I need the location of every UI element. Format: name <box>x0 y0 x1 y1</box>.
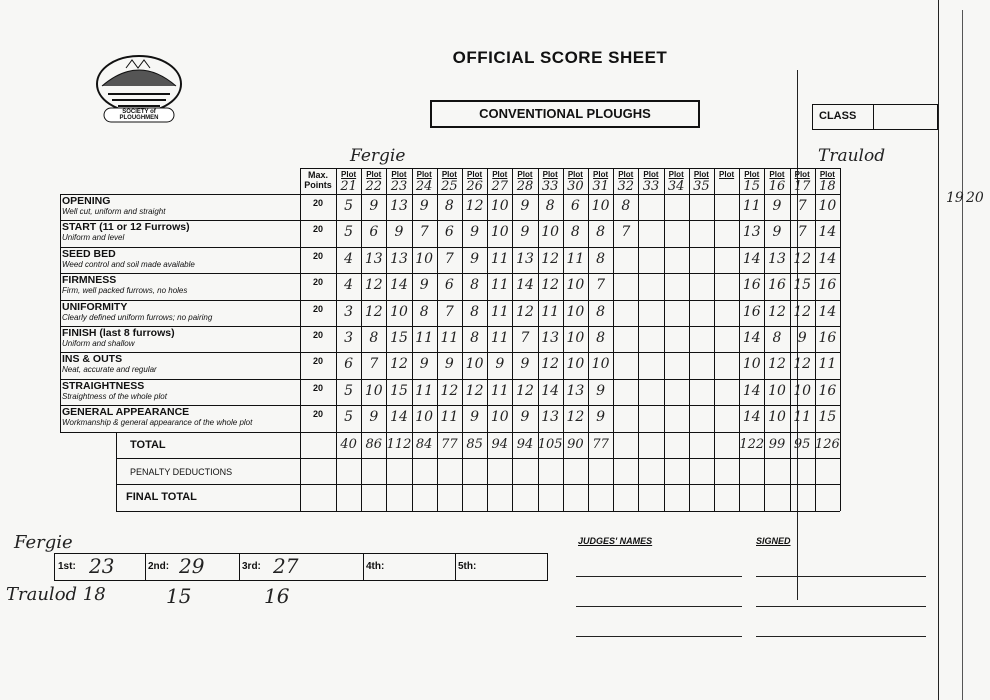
score-cell[interactable]: 9 <box>772 198 782 214</box>
total-cell[interactable]: 126 <box>814 436 840 452</box>
max-points-value: 20 <box>312 198 323 208</box>
score-cell[interactable]: 12 <box>793 356 812 373</box>
score-cell[interactable]: 8 <box>369 330 379 346</box>
class-box <box>812 104 938 130</box>
grid-line <box>60 273 840 274</box>
score-cell[interactable]: 13 <box>768 250 786 267</box>
grid-line <box>60 352 840 353</box>
score-cell[interactable]: 7 <box>621 224 631 241</box>
plot-number: 17 <box>793 179 811 194</box>
sign-line-2 <box>756 606 926 607</box>
total-cell[interactable]: 85 <box>466 436 483 452</box>
score-cell[interactable]: 14 <box>390 277 408 294</box>
score-cell[interactable]: 12 <box>465 382 484 399</box>
score-cell[interactable]: 9 <box>520 224 530 241</box>
score-cell[interactable]: 9 <box>495 356 505 373</box>
max-points-value: 20 <box>312 330 323 340</box>
rank-label: 5th: <box>458 561 477 572</box>
score-cell[interactable]: 4 <box>344 250 354 267</box>
grid-line <box>840 168 841 511</box>
criterion-cell <box>60 405 300 432</box>
criterion-cell <box>60 247 300 274</box>
page-edge-line <box>962 10 963 700</box>
criterion-description: Neat, accurate and regular <box>62 365 157 375</box>
score-cell[interactable]: 5 <box>344 382 354 399</box>
plot-number: 15 <box>743 179 761 194</box>
page-margin-line <box>938 0 939 700</box>
score-cell[interactable]: 7 <box>596 277 606 294</box>
score-cell[interactable]: 8 <box>596 224 606 241</box>
criterion-name: SEED BED <box>62 247 116 260</box>
score-cell[interactable]: 7 <box>797 198 807 214</box>
total-cell[interactable]: 105 <box>537 436 563 452</box>
score-cell[interactable]: 6 <box>444 277 454 294</box>
criterion-cell <box>60 300 300 327</box>
score-cell[interactable]: 14 <box>516 277 534 294</box>
score-cell[interactable]: 12 <box>516 303 534 320</box>
score-cell[interactable]: 14 <box>818 250 837 267</box>
score-cell[interactable]: 9 <box>394 224 404 241</box>
score-cell[interactable]: 11 <box>490 277 509 294</box>
max-points-value: 20 <box>312 250 323 261</box>
score-cell[interactable]: 14 <box>742 382 761 399</box>
score-cell[interactable]: 11 <box>566 250 585 267</box>
criterion-name: STRAIGHTNESS <box>62 379 145 392</box>
score-cell[interactable]: 9 <box>419 277 429 294</box>
score-cell[interactable]: 10 <box>768 382 786 399</box>
plot-header-label: Plot <box>643 170 659 179</box>
max-points-header: Max. Points <box>304 170 332 190</box>
score-cell[interactable]: 14 <box>742 330 761 346</box>
criterion-description: Clearly defined uniform furrows; no pairing <box>62 312 213 322</box>
score-cell[interactable]: 5 <box>344 198 354 214</box>
total-cell[interactable]: 122 <box>739 436 765 452</box>
score-cell[interactable]: 10 <box>541 224 560 241</box>
grid-line <box>60 194 61 432</box>
score-cell[interactable]: 9 <box>419 356 429 373</box>
score-cell[interactable]: 10 <box>793 382 812 399</box>
score-cell[interactable]: 16 <box>742 277 761 294</box>
judge-line-3 <box>576 636 742 637</box>
score-cell[interactable]: 14 <box>541 382 560 399</box>
plot-header-label: Plot <box>366 170 382 179</box>
max-points-value: 20 <box>312 224 323 235</box>
group-label-fergie: Fergie <box>350 146 406 166</box>
judge-line-1 <box>576 576 742 577</box>
max-points-value: 20 <box>312 409 323 420</box>
grid-line <box>60 405 840 406</box>
plot-number: 24 <box>415 179 433 194</box>
score-cell[interactable]: 8 <box>444 198 454 214</box>
score-cell[interactable]: 8 <box>596 303 606 320</box>
rank-cell <box>455 554 545 580</box>
class-value-cell <box>873 105 936 129</box>
rank-value[interactable]: 29 <box>179 554 205 578</box>
criterion-cell <box>60 326 300 353</box>
score-cell[interactable]: 9 <box>520 198 530 214</box>
rank-value[interactable]: 27 <box>273 554 299 578</box>
score-cell[interactable]: 6 <box>444 224 454 241</box>
score-cell[interactable]: 11 <box>415 330 434 346</box>
score-cell[interactable]: 13 <box>541 409 560 426</box>
rank-cell <box>145 554 240 580</box>
score-cell[interactable]: 12 <box>793 303 812 320</box>
plot-number: 23 <box>390 179 408 194</box>
score-cell[interactable]: 14 <box>818 303 837 320</box>
footer-traulod-3: 16 <box>264 584 290 608</box>
score-cell[interactable]: 13 <box>364 250 383 267</box>
plot-header-label: Plot <box>719 170 735 179</box>
score-cell[interactable]: 8 <box>772 330 782 346</box>
score-cell[interactable]: 10 <box>490 224 509 241</box>
score-cell[interactable]: 10 <box>566 277 585 294</box>
rank-label: 4th: <box>366 561 385 572</box>
score-cell[interactable]: 16 <box>818 330 837 346</box>
max-points-value: 20 <box>312 382 323 393</box>
criterion-description: Uniform and shallow <box>62 339 135 348</box>
score-cell[interactable]: 7 <box>419 224 429 241</box>
score-cell[interactable]: 8 <box>470 330 480 346</box>
score-cell[interactable]: 13 <box>541 330 560 346</box>
score-cell[interactable]: 12 <box>516 382 534 399</box>
plot-header-label: Plot <box>416 170 432 179</box>
group-label-traulod: Traulod <box>818 146 886 166</box>
plot-header-label: Plot <box>542 170 558 179</box>
score-cell[interactable]: 9 <box>470 250 480 267</box>
score-cell[interactable]: 8 <box>596 250 606 267</box>
criterion-description: Workmanship & general appearance of the whole plot <box>62 418 253 428</box>
rank-label: 2nd: <box>148 561 170 572</box>
score-cell[interactable]: 7 <box>797 224 807 241</box>
rank-label: 1st: <box>58 561 76 572</box>
score-cell[interactable]: 6 <box>570 198 580 214</box>
rank-cell <box>55 554 146 580</box>
page-title: OFFICIAL SCORE SHEET <box>452 48 668 67</box>
score-cell[interactable]: 10 <box>490 198 509 214</box>
judge-line-2 <box>576 606 742 607</box>
score-cell[interactable]: 13 <box>390 198 408 214</box>
criterion-name: FIRMNESS <box>62 274 117 287</box>
score-cell[interactable]: 10 <box>465 356 484 373</box>
plot-header-label: Plot <box>794 170 810 179</box>
final-total-label: FINAL TOTAL <box>126 491 197 504</box>
score-cell[interactable]: 9 <box>797 330 807 346</box>
grid-line <box>116 511 840 512</box>
criterion-description: Firm, well packed furrows, no holes <box>62 286 188 296</box>
plot-header-label: Plot <box>467 170 483 179</box>
score-cell[interactable]: 5 <box>344 409 354 426</box>
score-cell[interactable]: 13 <box>566 382 585 399</box>
plot-header-label: Plot <box>517 170 533 179</box>
score-cell[interactable]: 10 <box>415 250 434 267</box>
score-cell[interactable]: 16 <box>742 303 761 320</box>
score-cell[interactable]: 11 <box>818 356 837 373</box>
logo-text: SOCIETY of PLOUGHMEN <box>119 109 159 121</box>
score-grid <box>60 168 840 511</box>
score-cell[interactable]: 11 <box>541 303 560 320</box>
score-cell[interactable]: 10 <box>742 356 761 373</box>
grid-line <box>60 194 840 195</box>
score-cell[interactable]: 10 <box>566 356 585 373</box>
score-cell[interactable]: 3 <box>344 303 354 320</box>
score-cell[interactable]: 5 <box>344 224 354 241</box>
criterion-name: GENERAL APPEARANCE <box>62 406 190 419</box>
total-cell[interactable]: 94 <box>491 436 509 452</box>
score-cell[interactable]: 11 <box>742 198 761 214</box>
judges-names-label: JUDGES' NAMES <box>578 536 653 546</box>
score-cell[interactable]: 10 <box>364 382 383 399</box>
criterion-description: Well cut, uniform and straight <box>62 207 166 216</box>
score-cell[interactable]: 14 <box>390 409 408 426</box>
score-cell[interactable]: 12 <box>364 277 383 294</box>
score-cell[interactable]: 6 <box>369 224 379 241</box>
criterion-description: Uniform and level <box>62 233 125 243</box>
class-label: CLASS <box>819 110 857 122</box>
total-cell[interactable]: 77 <box>441 436 458 452</box>
score-cell[interactable]: 12 <box>390 356 408 373</box>
extra-col-19: 19 <box>946 190 964 206</box>
score-cell[interactable]: 8 <box>570 224 580 241</box>
society-logo <box>86 48 192 132</box>
score-cell[interactable]: 7 <box>444 250 454 267</box>
plot-header-label: Plot <box>593 170 609 179</box>
score-cell[interactable]: 16 <box>818 382 837 399</box>
subtitle-box: CONVENTIONAL PLOUGHS <box>430 100 700 128</box>
max-points-value: 20 <box>312 277 323 288</box>
total-cell[interactable]: 99 <box>768 436 786 452</box>
score-cell[interactable]: 9 <box>596 409 606 426</box>
score-cell[interactable]: 9 <box>596 382 606 399</box>
plot-number: 22 <box>365 179 383 194</box>
grid-line <box>116 432 117 511</box>
score-cell[interactable]: 15 <box>793 277 812 294</box>
plot-header-label: Plot <box>492 170 508 179</box>
penalty-label: PENALTY DEDUCTIONS <box>130 467 233 477</box>
total-cell[interactable]: 40 <box>340 436 357 452</box>
plot-header-label: Plot <box>744 170 760 179</box>
plot-header-label: Plot <box>693 170 709 179</box>
criterion-cell <box>60 194 300 221</box>
score-cell[interactable]: 9 <box>369 409 379 426</box>
sign-line-1 <box>756 576 926 577</box>
score-cell[interactable]: 10 <box>490 409 509 426</box>
criterion-description: Straightness of the whole plot <box>62 391 167 401</box>
score-cell[interactable]: 14 <box>818 224 837 241</box>
criterion-description: Weed control and soil made available <box>62 259 195 269</box>
score-cell[interactable]: 11 <box>490 303 509 320</box>
max-points-value: 20 <box>312 356 323 367</box>
score-cell[interactable]: 12 <box>465 198 484 214</box>
plot-header-label: Plot <box>391 170 407 179</box>
grid-line <box>60 220 840 221</box>
score-cell[interactable]: 15 <box>390 382 408 399</box>
score-cell[interactable]: 13 <box>742 224 761 241</box>
criterion-name: OPENING <box>62 195 111 207</box>
plot-header-label: Plot <box>341 170 357 179</box>
score-cell[interactable]: 10 <box>415 409 434 426</box>
score-cell[interactable]: 15 <box>390 330 408 346</box>
score-cell[interactable]: 11 <box>490 330 509 346</box>
score-cell[interactable]: 8 <box>419 303 429 320</box>
total-cell[interactable]: 112 <box>386 436 412 452</box>
plot-number: 25 <box>441 179 458 194</box>
score-cell[interactable]: 11 <box>490 250 509 267</box>
score-cell[interactable]: 7 <box>520 330 530 346</box>
total-cell[interactable]: 84 <box>415 436 433 452</box>
grid-line <box>300 168 840 169</box>
total-cell[interactable]: 77 <box>592 436 609 452</box>
score-cell[interactable]: 10 <box>818 198 837 214</box>
grid-line <box>60 379 840 380</box>
total-cell[interactable]: 95 <box>793 436 811 452</box>
plot-header-label: Plot <box>819 170 835 179</box>
grid-line <box>60 432 840 433</box>
plot-header-label: Plot <box>668 170 684 179</box>
plot-header-label: Plot <box>769 170 785 179</box>
plot-number: 27 <box>491 179 509 194</box>
total-cell[interactable]: 94 <box>516 436 534 452</box>
score-cell[interactable]: 15 <box>818 409 837 426</box>
max-points-value: 20 <box>312 303 323 314</box>
score-cell[interactable]: 10 <box>566 330 585 346</box>
score-cell[interactable]: 11 <box>415 382 434 399</box>
score-cell[interactable]: 12 <box>541 250 560 267</box>
score-cell[interactable]: 9 <box>369 198 379 214</box>
grid-line <box>116 458 840 459</box>
score-cell[interactable]: 10 <box>566 303 585 320</box>
score-cell[interactable]: 8 <box>545 198 555 214</box>
ranking-box <box>54 553 548 581</box>
score-cell[interactable]: 16 <box>818 277 837 294</box>
score-cell[interactable]: 12 <box>541 277 560 294</box>
score-cell[interactable]: 9 <box>419 198 429 214</box>
score-cell[interactable]: 11 <box>793 409 812 426</box>
score-cell[interactable]: 9 <box>772 224 782 241</box>
criterion-cell <box>60 273 300 300</box>
rank-value[interactable]: 23 <box>89 554 115 578</box>
score-cell[interactable]: 13 <box>390 250 408 267</box>
score-cell[interactable]: 7 <box>369 356 379 373</box>
score-cell[interactable]: 6 <box>344 356 354 373</box>
score-cell[interactable]: 3 <box>344 330 354 346</box>
score-cell[interactable]: 10 <box>591 198 610 214</box>
plot-number: 33 <box>642 179 660 194</box>
score-cell[interactable]: 12 <box>566 409 585 426</box>
score-cell[interactable]: 13 <box>516 250 534 267</box>
criterion-name: INS & OUTS <box>62 353 123 366</box>
rank-cell <box>363 554 456 580</box>
grid-line <box>60 326 840 327</box>
score-cell[interactable]: 4 <box>344 277 354 294</box>
score-cell[interactable]: 9 <box>470 409 480 426</box>
criterion-cell <box>60 379 300 406</box>
grid-line <box>60 300 840 301</box>
plot-number: 21 <box>340 179 357 194</box>
plot-number: 33 <box>541 179 559 194</box>
sign-line-3 <box>756 636 926 637</box>
score-cell[interactable]: 16 <box>768 277 786 294</box>
plot-number: 28 <box>516 179 534 194</box>
score-cell[interactable]: 8 <box>596 330 606 346</box>
footer-traulod-2: 15 <box>166 584 192 608</box>
plot-header-label: Plot <box>441 170 457 179</box>
score-cell[interactable]: 11 <box>490 382 509 399</box>
score-cell[interactable]: 12 <box>364 303 383 320</box>
total-cell[interactable]: 90 <box>567 436 584 452</box>
score-cell[interactable]: 14 <box>742 250 761 267</box>
extra-col-20: 20 <box>966 190 984 206</box>
plot-number: 32 <box>617 179 635 194</box>
score-cell[interactable]: 12 <box>768 303 786 320</box>
score-cell[interactable]: 9 <box>520 356 530 373</box>
score-cell[interactable]: 11 <box>440 330 459 346</box>
criterion-name: FINISH (last 8 furrows) <box>62 327 175 339</box>
plot-number: 34 <box>667 179 685 194</box>
score-cell[interactable]: 9 <box>520 409 530 426</box>
total-label: TOTAL <box>130 438 166 451</box>
plot-number: 31 <box>592 179 609 194</box>
score-cell[interactable]: 10 <box>591 356 610 373</box>
score-cell[interactable]: 12 <box>793 250 812 267</box>
grid-line <box>60 247 840 248</box>
criterion-cell <box>60 352 300 379</box>
footer-traulod-line: Traulod 18 <box>6 584 106 605</box>
score-cell[interactable]: 10 <box>390 303 408 320</box>
score-cell[interactable]: 8 <box>470 277 480 294</box>
score-cell[interactable]: 7 <box>444 303 454 320</box>
plot-number: 30 <box>567 179 584 194</box>
score-cell[interactable]: 12 <box>440 382 459 399</box>
grid-line <box>116 484 840 485</box>
score-cell[interactable]: 9 <box>444 356 454 373</box>
score-cell[interactable]: 10 <box>768 409 786 426</box>
plot-number: 35 <box>693 179 710 194</box>
score-cell[interactable]: 8 <box>621 198 631 214</box>
score-cell[interactable]: 12 <box>541 356 560 373</box>
plot-number: 18 <box>819 179 836 194</box>
plot-header-label: Plot <box>618 170 634 179</box>
score-cell[interactable]: 12 <box>768 356 786 373</box>
plot-header-label: Plot <box>567 170 583 179</box>
plot-number: 16 <box>768 179 786 194</box>
rank-label: 3rd: <box>242 561 261 572</box>
criterion-cell <box>60 220 300 247</box>
rank-cell <box>239 554 364 580</box>
total-cell[interactable]: 86 <box>365 436 383 452</box>
score-cell[interactable]: 9 <box>470 224 480 241</box>
score-cell[interactable]: 8 <box>470 303 480 320</box>
criterion-name: START (11 or 12 Furrows) <box>62 221 190 234</box>
score-cell[interactable]: 11 <box>440 409 459 426</box>
signed-label: SIGNED <box>756 536 791 546</box>
score-cell[interactable]: 14 <box>742 409 761 426</box>
plot-number: 26 <box>466 179 483 194</box>
footer-fergie-label: Fergie <box>14 532 73 553</box>
criterion-name: UNIFORMITY <box>62 300 128 313</box>
